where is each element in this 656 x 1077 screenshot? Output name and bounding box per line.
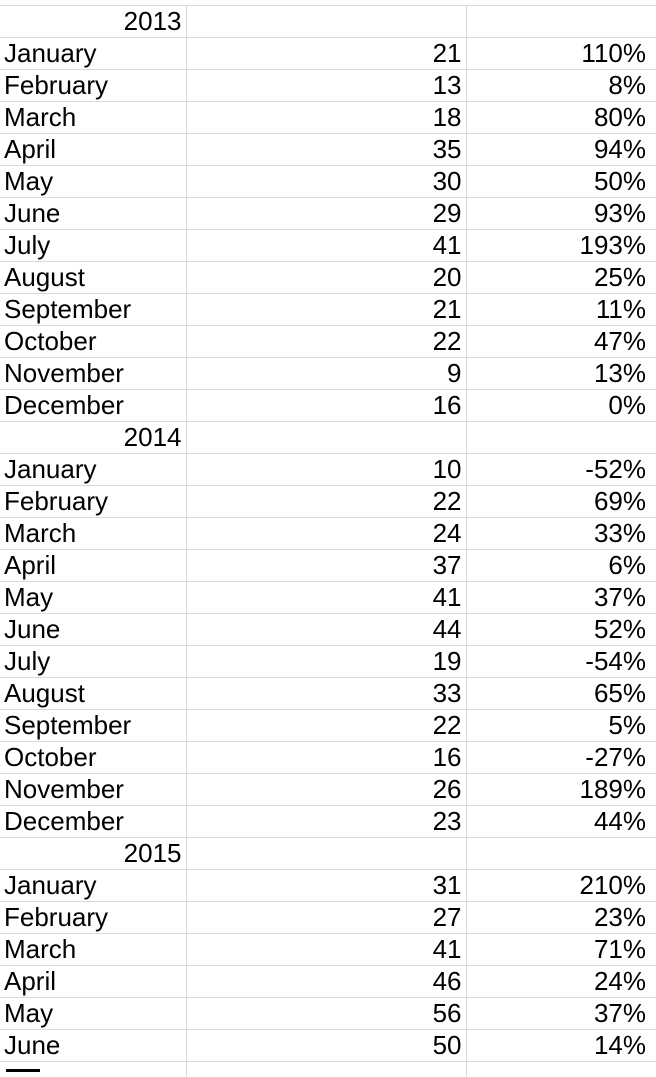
- table-row: [0, 806, 656, 838]
- change-percent-cell[interactable]: 24%: [466, 966, 656, 998]
- month-cell[interactable]: May: [0, 582, 186, 614]
- change-percent-cell[interactable]: 33%: [466, 518, 656, 550]
- month-cell[interactable]: November: [0, 774, 186, 806]
- month-cell[interactable]: August: [0, 678, 186, 710]
- change-percent-cell[interactable]: 94%: [466, 134, 656, 166]
- month-cell[interactable]: August: [0, 262, 186, 294]
- month-cell[interactable]: May: [0, 998, 186, 1030]
- change-percent-cell[interactable]: 6%: [466, 550, 656, 582]
- count-cell[interactable]: 50: [186, 1030, 466, 1062]
- spreadsheet-table: [0, 5, 656, 1077]
- count-cell[interactable]: 26: [186, 774, 466, 806]
- spreadsheet-body: [0, 6, 656, 1077]
- count-cell[interactable]: 21: [186, 294, 466, 326]
- count-cell[interactable]: 35: [186, 134, 466, 166]
- count-cell[interactable]: 33: [186, 678, 466, 710]
- change-percent-cell[interactable]: 23%: [466, 902, 656, 934]
- change-percent-cell[interactable]: 0%: [466, 390, 656, 422]
- month-cell[interactable]: May: [0, 166, 186, 198]
- change-percent-cell[interactable]: 93%: [466, 198, 656, 230]
- table-row: [0, 774, 656, 806]
- year-cell[interactable]: 2014: [0, 422, 186, 454]
- month-cell[interactable]: March: [0, 518, 186, 550]
- count-cell[interactable]: 41: [186, 230, 466, 262]
- empty-cell[interactable]: [186, 838, 466, 870]
- table-row: [0, 38, 656, 70]
- month-cell[interactable]: June: [0, 1030, 186, 1062]
- month-cell[interactable]: September: [0, 710, 186, 742]
- table-row: [0, 710, 656, 742]
- change-percent-cell[interactable]: 44%: [466, 806, 656, 838]
- count-cell[interactable]: 56: [186, 998, 466, 1030]
- month-cell[interactable]: February: [0, 486, 186, 518]
- table-row: [0, 166, 656, 198]
- table-row: [0, 454, 656, 486]
- count-cell[interactable]: 37: [186, 550, 466, 582]
- month-cell[interactable]: July: [0, 646, 186, 678]
- change-percent-cell[interactable]: 193%: [466, 230, 656, 262]
- month-cell[interactable]: October: [0, 742, 186, 774]
- count-cell[interactable]: 13: [186, 70, 466, 102]
- count-cell[interactable]: 23: [186, 806, 466, 838]
- change-percent-cell[interactable]: 8%: [466, 70, 656, 102]
- change-percent-cell[interactable]: 65%: [466, 678, 656, 710]
- table-row: [0, 262, 656, 294]
- change-percent-cell[interactable]: 37%: [466, 582, 656, 614]
- count-cell[interactable]: 22: [186, 710, 466, 742]
- empty-cell[interactable]: [186, 6, 466, 38]
- table-row: [0, 518, 656, 550]
- month-cell[interactable]: December: [0, 806, 186, 838]
- count-cell[interactable]: 27: [186, 902, 466, 934]
- change-percent-cell[interactable]: 52%: [466, 614, 656, 646]
- month-cell[interactable]: January: [0, 38, 186, 70]
- count-cell[interactable]: 22: [186, 326, 466, 358]
- month-cell[interactable]: January: [0, 870, 186, 902]
- empty-cell[interactable]: [466, 838, 656, 870]
- change-percent-cell[interactable]: -52%: [466, 454, 656, 486]
- table-row: [0, 390, 656, 422]
- table-row: [0, 70, 656, 102]
- count-cell[interactable]: 22: [186, 486, 466, 518]
- count-cell[interactable]: 16: [186, 742, 466, 774]
- table-row: [0, 230, 656, 262]
- change-percent-cell[interactable]: 47%: [466, 326, 656, 358]
- count-cell[interactable]: 19: [186, 646, 466, 678]
- empty-cell[interactable]: [466, 6, 656, 38]
- count-cell[interactable]: 16: [186, 390, 466, 422]
- count-cell[interactable]: 24: [186, 518, 466, 550]
- table-row: [0, 742, 656, 774]
- count-cell[interactable]: 10: [186, 454, 466, 486]
- month-cell[interactable]: June: [0, 198, 186, 230]
- change-percent-cell[interactable]: 71%: [466, 934, 656, 966]
- cut-off-row: [0, 1062, 656, 1077]
- month-cell[interactable]: March: [0, 102, 186, 134]
- month-cell[interactable]: March: [0, 934, 186, 966]
- change-percent-cell[interactable]: 69%: [466, 486, 656, 518]
- count-cell[interactable]: 44: [186, 614, 466, 646]
- month-cell[interactable]: February: [0, 70, 186, 102]
- month-cell[interactable]: January: [0, 454, 186, 486]
- month-cell[interactable]: February: [0, 902, 186, 934]
- year-row: [0, 6, 656, 38]
- count-cell[interactable]: 29: [186, 198, 466, 230]
- table-row: [0, 550, 656, 582]
- month-cell[interactable]: July: [0, 230, 186, 262]
- table-row: [0, 358, 656, 390]
- table-row: [0, 294, 656, 326]
- change-percent-cell[interactable]: 189%: [466, 774, 656, 806]
- table-row: [0, 678, 656, 710]
- change-percent-cell[interactable]: 13%: [466, 358, 656, 390]
- table-row: [0, 998, 656, 1030]
- table-row: [0, 582, 656, 614]
- table-row: [0, 646, 656, 678]
- table-row: [0, 326, 656, 358]
- count-cell[interactable]: 41: [186, 582, 466, 614]
- count-cell[interactable]: 46: [186, 966, 466, 998]
- table-row: [0, 1030, 656, 1062]
- clipped-text-fragment: [6, 1069, 40, 1077]
- month-cell[interactable]: September: [0, 294, 186, 326]
- year-cell[interactable]: 2013: [0, 6, 186, 38]
- empty-cell[interactable]: [466, 422, 656, 454]
- month-cell[interactable]: November: [0, 358, 186, 390]
- change-percent-cell[interactable]: 50%: [466, 166, 656, 198]
- change-percent-cell[interactable]: 80%: [466, 102, 656, 134]
- count-cell[interactable]: 20: [186, 262, 466, 294]
- table-row: [0, 134, 656, 166]
- month-cell[interactable]: December: [0, 390, 186, 422]
- table-row: [0, 102, 656, 134]
- table-row: [0, 614, 656, 646]
- year-cell[interactable]: 2015: [0, 838, 186, 870]
- change-percent-cell[interactable]: 25%: [466, 262, 656, 294]
- change-percent-cell[interactable]: 210%: [466, 870, 656, 902]
- table-row: [0, 902, 656, 934]
- month-cell[interactable]: April: [0, 966, 186, 998]
- change-percent-cell[interactable]: 5%: [466, 710, 656, 742]
- year-row: [0, 838, 656, 870]
- month-cell[interactable]: October: [0, 326, 186, 358]
- table-row: [0, 934, 656, 966]
- table-row: [0, 198, 656, 230]
- count-cell[interactable]: 41: [186, 934, 466, 966]
- count-cell[interactable]: 18: [186, 102, 466, 134]
- month-cell[interactable]: June: [0, 614, 186, 646]
- count-cell[interactable]: 9: [186, 358, 466, 390]
- cut-off-cell[interactable]: [466, 1062, 656, 1077]
- cut-off-cell[interactable]: [186, 1062, 466, 1077]
- month-cell[interactable]: April: [0, 550, 186, 582]
- change-percent-cell[interactable]: 11%: [466, 294, 656, 326]
- count-cell[interactable]: 30: [186, 166, 466, 198]
- empty-cell[interactable]: [186, 422, 466, 454]
- table-row: [0, 966, 656, 998]
- change-percent-cell[interactable]: 14%: [466, 1030, 656, 1062]
- table-row: [0, 870, 656, 902]
- year-row: [0, 422, 656, 454]
- change-percent-cell[interactable]: -54%: [466, 646, 656, 678]
- count-cell[interactable]: 21: [186, 38, 466, 70]
- month-cell[interactable]: April: [0, 134, 186, 166]
- change-percent-cell[interactable]: 37%: [466, 998, 656, 1030]
- cut-off-cell[interactable]: [0, 1062, 186, 1077]
- table-row: [0, 486, 656, 518]
- change-percent-cell[interactable]: -27%: [466, 742, 656, 774]
- change-percent-cell[interactable]: 110%: [466, 38, 656, 70]
- count-cell[interactable]: 31: [186, 870, 466, 902]
